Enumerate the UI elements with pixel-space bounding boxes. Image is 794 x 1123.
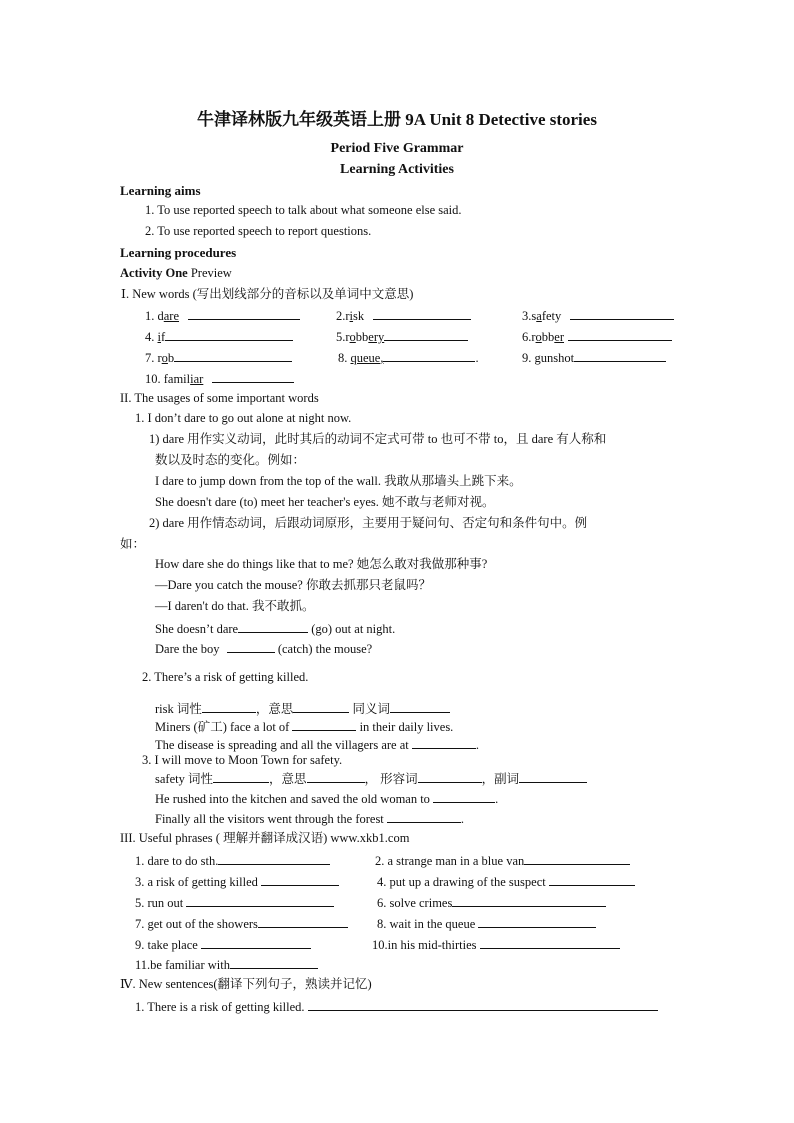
- answer-blank[interactable]: [188, 308, 300, 320]
- activity-one-label: Activity One: [120, 266, 188, 280]
- answer-blank[interactable]: [412, 737, 476, 749]
- answer-blank[interactable]: [478, 916, 596, 928]
- answer-blank[interactable]: [261, 874, 339, 886]
- phrases-heading: III. Useful phrases ( 理解并翻译成汉语) www.xkb1.com: [120, 831, 410, 845]
- usage-item-3: 3. I will move to Moon Town for safety.: [142, 753, 343, 767]
- phrase-item: 6. solve crimes: [377, 895, 606, 910]
- answer-blank[interactable]: [292, 719, 356, 731]
- aim-item: 1. To use reported speech to talk about what someone else said.: [145, 203, 462, 217]
- answer-blank[interactable]: [165, 329, 293, 341]
- answer-blank[interactable]: [570, 308, 674, 320]
- answer-blank[interactable]: [373, 308, 471, 320]
- phrase-item: 4. put up a drawing of the suspect: [377, 874, 635, 889]
- word-item: 5.robbery: [336, 329, 468, 344]
- word-item: 3.safety: [522, 308, 674, 323]
- example-sentence: I dare to jump down from the top of the wall. 我敢从那墙头上跳下来。: [155, 474, 522, 488]
- answer-blank[interactable]: [227, 641, 275, 653]
- activities-title: Learning Activities: [340, 162, 454, 177]
- usage-item-2: 2. There’s a risk of getting killed.: [142, 670, 309, 684]
- exercise-line: risk 词性 ，意思 同义词: [155, 701, 450, 716]
- learning-aims-heading: Learning aims: [120, 183, 201, 198]
- period-title: Period Five Grammar: [330, 141, 464, 156]
- phrase-item: 10.in his mid-thirties: [372, 937, 620, 952]
- answer-blank[interactable]: [383, 350, 475, 362]
- example-sentence: She doesn't dare (to) meet her teacher's eyes. 她不敢与老师对视。: [155, 495, 495, 509]
- answer-blank[interactable]: [293, 701, 349, 713]
- exercise-line: safety 词性 ，意思 ， 形容词 ，副词: [155, 771, 587, 786]
- answer-blank[interactable]: [238, 621, 308, 633]
- answer-blank[interactable]: [201, 937, 311, 949]
- answer-blank[interactable]: [186, 895, 334, 907]
- new-words-heading: Ⅰ. New words (写出划线部分的音标以及单词中文意思): [121, 287, 414, 301]
- exercise-sentence: Dare the boy (catch) the mouse?: [155, 642, 373, 656]
- answer-blank[interactable]: [384, 329, 468, 341]
- answer-blank[interactable]: [433, 791, 495, 803]
- answer-blank[interactable]: [390, 701, 450, 713]
- answer-blank[interactable]: [387, 811, 461, 823]
- activity-one-rest: Preview: [187, 266, 232, 280]
- answer-blank[interactable]: [218, 853, 330, 865]
- answer-blank[interactable]: [568, 329, 672, 341]
- phrase-item: 3. a risk of getting killed: [135, 874, 339, 889]
- phrase-item: 7. get out of the showers: [135, 916, 348, 931]
- answer-blank[interactable]: [308, 999, 658, 1011]
- usages-heading: II. The usages of some important words: [120, 391, 319, 405]
- answer-blank[interactable]: [480, 937, 620, 949]
- example-sentence: —I daren't do that. 我不敢抓。: [155, 599, 315, 613]
- answer-blank[interactable]: [230, 957, 318, 969]
- answer-blank[interactable]: [307, 771, 365, 783]
- translation-item: 1. There is a risk of getting killed.: [135, 999, 658, 1014]
- phrase-item: 8. wait in the queue: [377, 916, 596, 931]
- usage-paragraph: 数以及时态的变化。例如：: [155, 453, 306, 467]
- word-item: 2.risk: [336, 308, 471, 323]
- answer-blank[interactable]: [418, 771, 482, 783]
- word-item: 10. familiar: [145, 371, 294, 386]
- phrase-item: 5. run out: [135, 895, 334, 910]
- word-item: 1. dare: [145, 308, 300, 323]
- aim-item: 2. To use reported speech to report questions.: [145, 224, 372, 238]
- usage-paragraph: 1) dare 用作实义动词，此时其后的动词不定式可带 to 也可不带 to，且 dare 有人称和: [149, 432, 607, 446]
- phrase-item: 9. take place: [135, 937, 311, 952]
- phrase-item: 1. dare to do sth.: [135, 853, 330, 868]
- word-item: 8. queue, .: [338, 351, 479, 365]
- word-item: 4. if: [145, 329, 293, 344]
- answer-blank[interactable]: [452, 895, 606, 907]
- answer-blank[interactable]: [212, 371, 294, 383]
- usage-paragraph: 如：: [120, 537, 146, 551]
- answer-blank[interactable]: [524, 853, 630, 865]
- example-sentence: —Dare you catch the mouse? 你敢去抓那只老鼠吗？: [155, 578, 431, 592]
- phrase-item: 2. a strange man in a blue van: [375, 853, 630, 868]
- answer-blank[interactable]: [258, 916, 348, 928]
- example-sentence: How dare she do things like that to me? 她怎么敢对我做那种事?: [155, 557, 488, 571]
- answer-blank[interactable]: [202, 701, 256, 713]
- answer-blank[interactable]: [574, 350, 666, 362]
- new-sentences-heading: Ⅳ. New sentences(翻译下列句子，熟读并记忆): [120, 977, 372, 991]
- usage-item-1: 1. I don’t dare to go out alone at night now.: [135, 411, 352, 425]
- answer-blank[interactable]: [174, 350, 292, 362]
- exercise-sentence: Miners (矿工) face a lot of in their daily lives.: [155, 720, 454, 734]
- activity-one-heading: [120, 267, 232, 280]
- answer-blank[interactable]: [519, 771, 587, 783]
- word-item: 6.robber: [522, 329, 672, 344]
- usage-paragraph: 2) dare 用作情态动词，后跟动词原形，主要用于疑问句、否定句和条件句中。例: [149, 516, 588, 530]
- learning-procedures-heading: Learning procedures: [120, 245, 237, 260]
- answer-blank[interactable]: [549, 874, 635, 886]
- phrase-item: 11.be familiar with: [135, 957, 318, 972]
- exercise-sentence: He rushed into the kitchen and saved the old woman to .: [155, 792, 499, 806]
- word-item: 7. rob: [145, 350, 292, 365]
- exercise-sentence: Finally all the visitors went through the forest .: [155, 812, 465, 826]
- page-title: 牛津译林版九年级英语上册 9A Unit 8 Detective stories: [197, 110, 597, 129]
- word-item: 9. gunshot: [522, 350, 666, 365]
- exercise-sentence: She doesn’t dare (go) out at night.: [155, 622, 396, 636]
- answer-blank[interactable]: [213, 771, 269, 783]
- exercise-sentence: The disease is spreading and all the villagers are at .: [155, 738, 479, 752]
